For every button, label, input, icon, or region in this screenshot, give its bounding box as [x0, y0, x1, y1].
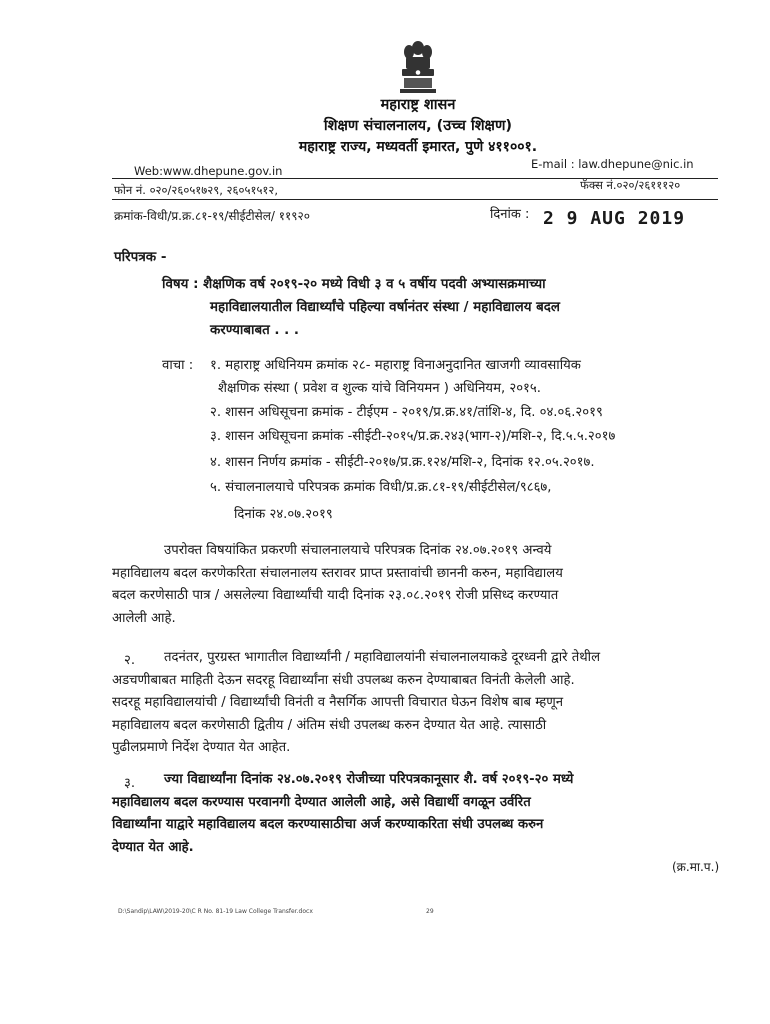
reference-item: ५. संचालनालयाचे परिपत्रक क्रमांक विधी/प्र.क्र.८१-१९/सीईटीसेल/९८६७,	[210, 480, 552, 495]
paragraph-2	[112, 647, 732, 760]
reference-item: ४. शासन निर्णय क्रमांक - सीईटी-२०१७/प्र.क्र.१२४/मशि-२, दिनांक १२.०५.२०१७.	[210, 455, 595, 470]
subject-line: महाविद्यालयातील विद्यार्थ्यांचे पहिल्या वर्षानंतर संस्था / महाविद्यालय बदल	[210, 300, 560, 315]
reference-item: ३. शासन अधिसूचना क्रमांक -सीईटी-२०१५/प्र.क्र.२४३(भाग-२)/मशि-२, दि.५.५.२०१७	[210, 429, 616, 444]
subject-line: विषय : शैक्षणिक वर्ष २०१९-२० मध्ये विधी ३ व ५ वर्षीय पदवी अभ्यासक्रमाच्या	[162, 277, 546, 292]
reference-item: १. महाराष्ट्र अधिनियम क्रमांक २८- महाराष्ट्र विनाअनुदानित खाजगी व्यावसायिक	[210, 358, 581, 373]
reference-item: २. शासन अधिसूचना क्रमांक - टीईएम - २०१९/प्र.क्र.४१/तांशि-४, दि. ०४.०६.२०१९	[210, 405, 603, 420]
reference-number: क्रमांक-विधी/प्र.क्र.८१-१९/सीईटीसेल/ ११९२०	[114, 209, 310, 223]
paragraph-line: सदरहू महाविद्यालयांची / विद्यार्थ्यांची विनंती व नैसर्गिक आपत्ती विचारात घेऊन विशेष बाब म्हणून	[112, 695, 564, 710]
office-name: शिक्षण संचालनालय, (उच्च शिक्षण)	[323, 118, 513, 134]
fax-number: फॅक्स नं.०२०/२६१११२०	[580, 178, 681, 192]
email-address[interactable]: E-mail : law.dhepune@nic.in	[531, 157, 694, 171]
references-label: वाचा :	[162, 358, 194, 373]
reference-item: शैक्षणिक संस्था ( प्रवेश व शुल्क यांचे विनियमन ) अधिनियम, २०१५.	[218, 381, 541, 396]
paragraph-line: आलेली आहे.	[112, 610, 176, 626]
paragraph-1	[112, 540, 732, 630]
reference-item: दिनांक २४.०७.२०१९	[234, 507, 333, 522]
paragraph-line: अडचणीबाबत माहिती देऊन सदरहू विद्यार्थ्यांना संधी उपलब्ध करुन देण्याबाबत विनंती केलेली आहे.	[112, 672, 575, 688]
subject-line: करण्याबाबत . . .	[210, 323, 299, 338]
government-name: महाराष्ट्र शासन	[380, 97, 456, 113]
paragraph-line: महाविद्यालय बदल करण्यास परवानगी देण्यात आलेली आहे, असे विद्यार्थी वगळून उर्वरित	[112, 794, 531, 810]
paragraph-line: उपरोक्त विषयांकित प्रकरणी संचालनालयाचे परिपत्रक दिनांक २४.०७.२०१९ अन्वये	[164, 543, 552, 558]
paragraph-number: २.	[124, 653, 136, 668]
national-emblem-icon	[396, 38, 440, 96]
paragraph-line: देण्यात येत आहे.	[112, 839, 194, 855]
office-address: महाराष्ट्र राज्य, मध्यवर्ती इमारत, पुणे ४११००१.	[298, 139, 538, 155]
continued-marker: (क्र.मा.प.)	[672, 860, 720, 874]
paragraph-line: महाविद्यालय बदल करणेकरिता संचालनालय स्तरावर प्राप्त प्रस्तावांची छाननी करुन, महाविद्यालय	[112, 565, 563, 581]
website-link[interactable]: Web:www.dhepune.gov.in	[134, 164, 283, 178]
phone-number: फोन नं. ०२०/२६०५१७२९, २६०५१५१२,	[114, 183, 279, 197]
paragraph-number: ३.	[124, 776, 136, 791]
date-label: दिनांक :	[490, 207, 530, 222]
divider	[112, 199, 718, 200]
paragraph-line: ज्या विद्यार्थ्यांना दिनांक २४.०७.२०१९ रोजीच्या परिपत्रकानूसार शै. वर्ष २०१९-२० मध्ये	[164, 772, 574, 787]
file-path-footer: D:\Sandip\LAW\2019-20\C R No. 81-19 Law College Transfer.docx	[118, 908, 313, 915]
paragraph-line: बदल करणेसाठी पात्र / असलेल्या विद्यार्थ्यांची यादी दिनांक २३.०८.२०१९ रोजी प्रसिध्द करण्यात	[112, 588, 559, 603]
paragraph-line: महाविद्यालय बदल करणेसाठी द्वितीय / अंतिम संधी उपलब्ध करुन देण्यात येत आहे. त्यासाठी	[112, 717, 547, 733]
paragraph-line: पुढीलप्रमाणे निर्देश देण्यात येत आहेत.	[112, 740, 291, 755]
paragraph-line: तदनंतर, पुरग्रस्त भागातील विद्यार्थ्यांनी / महाविद्यालयांनी संचालनालयाकडे दूरध्वनी द्वारे तेथील	[164, 650, 601, 665]
page-number: 29	[426, 908, 434, 915]
circular-label: परिपत्रक -	[114, 249, 167, 265]
paragraph-line: विद्यार्थ्यांना याद्वारे महाविद्यालय बदल करण्यासाठीचा अर्ज करण्याकरिता संधी उपलब्ध करुन	[112, 817, 544, 832]
date-stamp: 2 9 AUG 2019	[543, 208, 686, 229]
paragraph-3	[112, 769, 732, 859]
